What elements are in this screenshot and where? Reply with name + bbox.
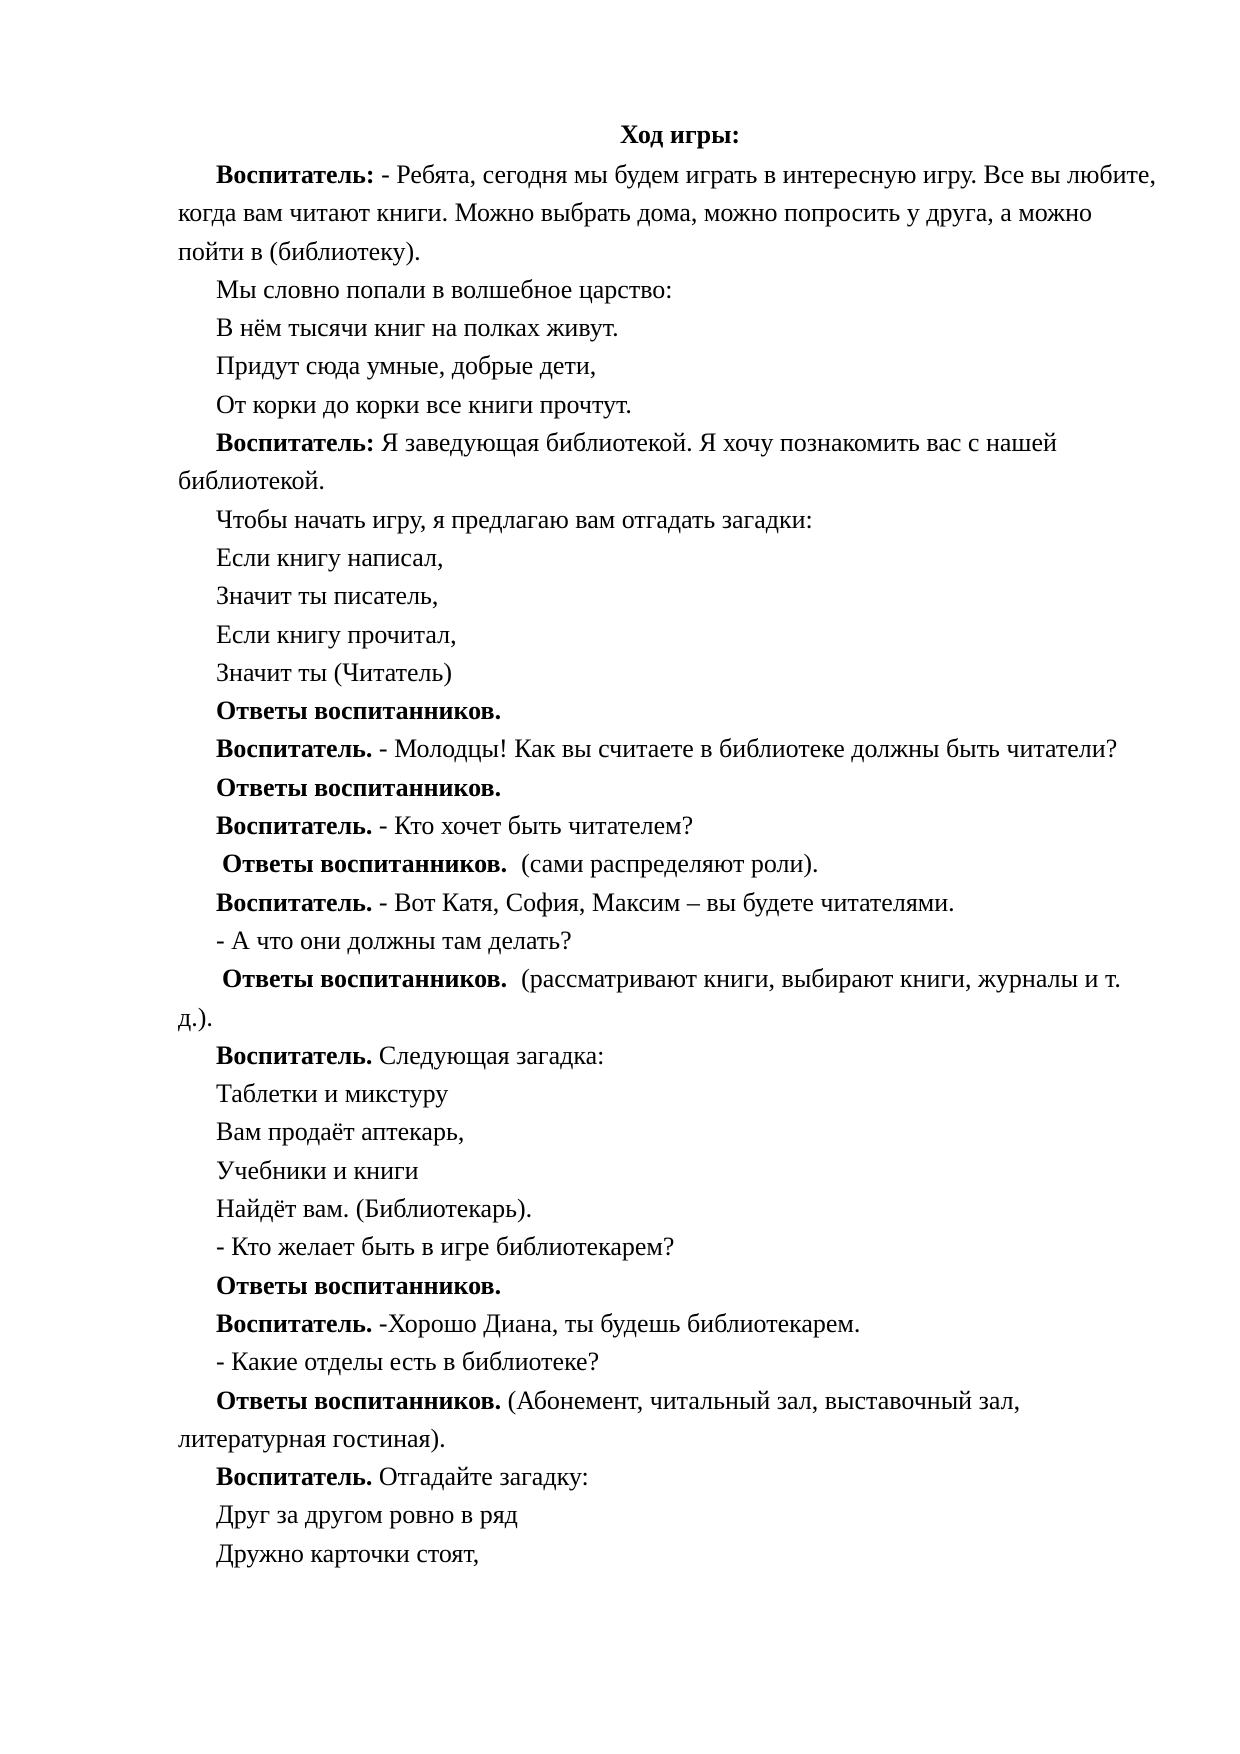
speaker-label: Воспитатель. <box>216 887 373 917</box>
paragraph <box>178 730 1158 768</box>
answers-label: Ответы воспитанников. <box>222 964 508 994</box>
paragraph-text: - Вот Катя, София, Максим – вы будете читателями. <box>372 887 955 917</box>
paragraph: - Какие отделы есть в библиотеке? <box>216 1347 600 1377</box>
answers-label: Ответы воспитанников. <box>216 1270 502 1300</box>
speaker-label: Воспитатель. <box>216 811 373 841</box>
paragraph-text: - Ребята, сегодня мы будем играть в интересную игру. Все вы любите, когда вам читают книги. Можно выбрать дома, можно попросить у друга, а можно пойти в (библиотеку). <box>178 160 1156 266</box>
paragraph-text: - Молодцы! Как вы считаете в библиотеке должны быть читатели? <box>372 734 1118 764</box>
paragraph-text: Отгадайте загадку: <box>372 1462 589 1492</box>
paragraph: Дружно карточки стоят, <box>216 1538 480 1568</box>
paragraph-text: (рассматривают книги, выбирают книги, журналы и т. д.). <box>178 964 1121 1032</box>
paragraph <box>178 884 1158 922</box>
paragraph: Если книгу прочитал, <box>216 619 457 649</box>
speaker-label: Воспитатель. <box>216 734 373 764</box>
paragraph-text: -Хорошо Диана, ты будешь библиотекарем. <box>372 1308 861 1338</box>
paragraph: Вам продаёт аптекарь, <box>216 1117 465 1147</box>
answers-label: Ответы воспитанников. <box>216 1385 502 1415</box>
paragraph: Учебники и книги <box>216 1155 419 1185</box>
document-body <box>178 156 1158 1573</box>
answers-label: Ответы воспитанников. <box>216 696 502 726</box>
paragraph <box>178 1382 1158 1459</box>
paragraph: Мы словно попали в волшебное царство: <box>216 274 673 304</box>
paragraph <box>178 960 1158 1037</box>
speaker-label: Воспитатель: <box>216 160 375 189</box>
paragraph <box>178 845 1158 883</box>
answers-label: Ответы воспитанников. <box>222 849 508 879</box>
paragraph: Найдёт вам. (Библиотекарь). <box>216 1194 533 1224</box>
paragraph <box>178 1305 1158 1343</box>
paragraph-text: Следующая загадка: <box>372 1040 605 1070</box>
paragraph <box>178 1267 1158 1305</box>
paragraph <box>178 156 1158 271</box>
paragraph <box>178 807 1158 845</box>
speaker-label: Воспитатель. <box>216 1462 373 1492</box>
answers-label: Ответы воспитанников. <box>216 772 502 802</box>
paragraph-text: (Абонемент, читальный зал, выставочный зал, литературная гостиная). <box>178 1385 1021 1453</box>
paragraph: Чтобы начать игру, я предлагаю вам отгадать загадки: <box>216 504 813 534</box>
speaker-label: Воспитатель. <box>216 1040 373 1070</box>
paragraph: Если книгу написал, <box>216 542 444 572</box>
paragraph-text: (сами распределяют роли). <box>521 849 819 879</box>
paragraph <box>178 1037 1158 1075</box>
speaker-label: Воспитатель. <box>216 1308 373 1338</box>
paragraph: Значит ты (Читатель) <box>216 657 453 687</box>
paragraph <box>178 424 1158 501</box>
paragraph: Таблетки и микстуру <box>216 1079 449 1109</box>
paragraph: От корки до корки все книги прочтут. <box>216 389 632 419</box>
paragraph: Значит ты писатель, <box>216 581 439 611</box>
paragraph: Друг за другом ровно в ряд <box>216 1500 518 1530</box>
paragraph <box>178 769 1158 807</box>
speaker-label: Воспитатель: <box>216 428 375 458</box>
page-title: Ход игры: <box>619 120 741 149</box>
paragraph-text: Я заведующая библиотекой. Я хочу познакомить вас с нашей библиотекой. <box>178 428 1057 496</box>
paragraph: В нём тысячи книг на полках живут. <box>216 313 619 343</box>
paragraph: - Кто желает быть в игре библиотекарем? <box>216 1232 675 1262</box>
paragraph: Придут сюда умные, добрые дети, <box>216 351 597 381</box>
paragraph: - А что они должны там делать? <box>216 925 572 955</box>
paragraph <box>178 1458 1158 1496</box>
paragraph-text: - Кто хочет быть читателем? <box>372 811 694 841</box>
paragraph <box>178 692 1158 730</box>
